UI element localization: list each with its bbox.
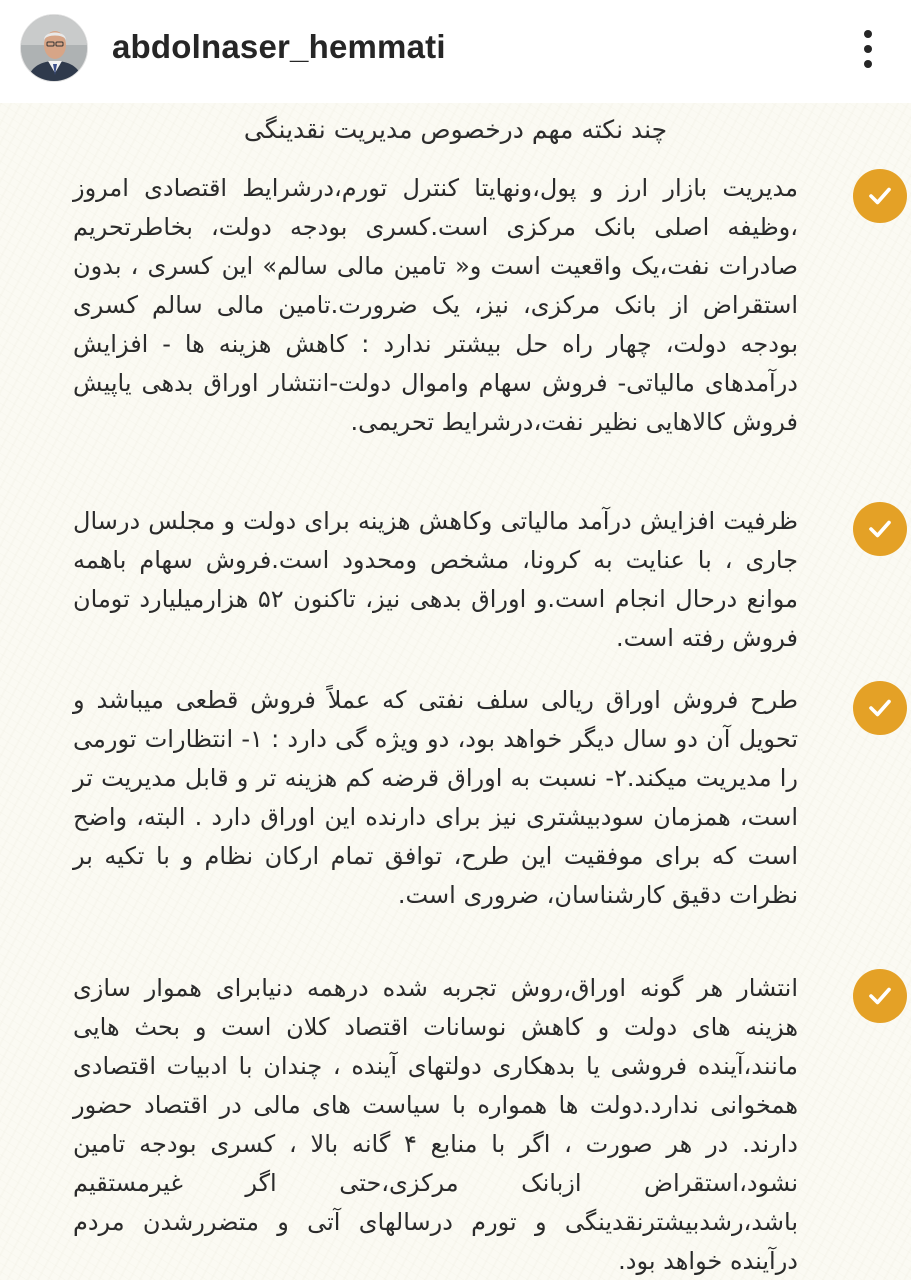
point-4 — [55, 969, 855, 1280]
post-image — [0, 103, 911, 1280]
post-title: چند نکته مهم درخصوص مدیریت نقدینگی — [243, 115, 668, 144]
checkmark-icon — [853, 169, 907, 223]
username[interactable]: abdolnaser_hemmati — [112, 28, 446, 65]
checkmark-icon — [853, 681, 907, 735]
point-1 — [55, 169, 855, 442]
point-text: مدیریت بازار ارز و پول،ونهایتا کنترل تورم،درشرایط اقتصادی امروز ،وظیفه اصلی بانک مرکزی است.کسری بودجه دولت، بخاطرتحریم صادرات نفت،یک واقعیت است و« تامین مالی سالم» این کسری ، بدون استقراض از بانک مرکزی، نیز، یک ضرورت.تامین مالی سالم کسری بودجه دولت، چهار راه حل بیشتر ندارد : کاهش هزینه ها - افزایش درآمدهای مالیاتی- فروش سهام واموال دولت-انتشار اوراق بدهی یاپیش فروش کالاهایی نظیر نفت،درشرایط تحریمی. — [73, 174, 798, 436]
point-text: انتشار هر گونه اوراق،روش تجربه شده درهمه دنیابرای هموار سازی هزینه های دولت و کاهش نوسانات اقتصاد کلان است و بحث هایی مانند،آینده فروشی یا بدهکاری دولتهای آینده ، چندان با ادبیات اقتصادی همخوانی ندارد.دولت ها همواره با سیاست های مالی در اقتصاد حضور دارند. در هر صورت ، اگر با منابع ۴ گانه بالا ، کسری بودجه تامین نشود،استقراض ازبانک مرکزی،حتی اگر غیرمستقیم باشد،رشدبیشترنقدینگی و تورم درسالهای آتی و متضررشدن مردم درآینده خواهد بود. — [73, 974, 798, 1275]
checkmark-icon — [853, 969, 907, 1023]
point-text: طرح فروش اوراق ریالی سلف نفتی که عملاً فروش قطعی میباشد و تحویل آن دو سال دیگر خواهد بود، دو ویژه گی دارد : ۱- انتظارات تورمی را مدیریت میکند.۲- نسبت به اوراق قرضه کم هزینه تر و قابل مدیریت تر است، همزمان سودبیشتری نیز برای دارنده این اوراق دارد . البته، واضح است که برای موفقیت این طرح، توافق تمام ارکان نظام و با تکیه بر نظرات دقیق کارشناسان، ضروری است. — [73, 686, 798, 909]
point-2 — [55, 502, 855, 658]
profile-photo — [21, 15, 88, 82]
more-dot — [864, 45, 872, 53]
point-3 — [55, 681, 855, 915]
post-header — [0, 0, 911, 100]
more-dot — [864, 60, 872, 68]
more-dot — [864, 30, 872, 38]
avatar[interactable] — [20, 14, 88, 82]
more-vertical-icon[interactable] — [848, 26, 888, 72]
checkmark-icon — [853, 502, 907, 556]
point-text: ظرفیت افزایش درآمد مالیاتی وکاهش هزینه برای دولت و مجلس درسال جاری ، با عنایت به کرونا، مشخص ومحدود است.فروش سهام باهمه موانع درحال انجام است.و اوراق بدهی نیز، تاکنون ۵۲ هزارمیلیارد تومان فروش رفته است. — [73, 507, 798, 652]
